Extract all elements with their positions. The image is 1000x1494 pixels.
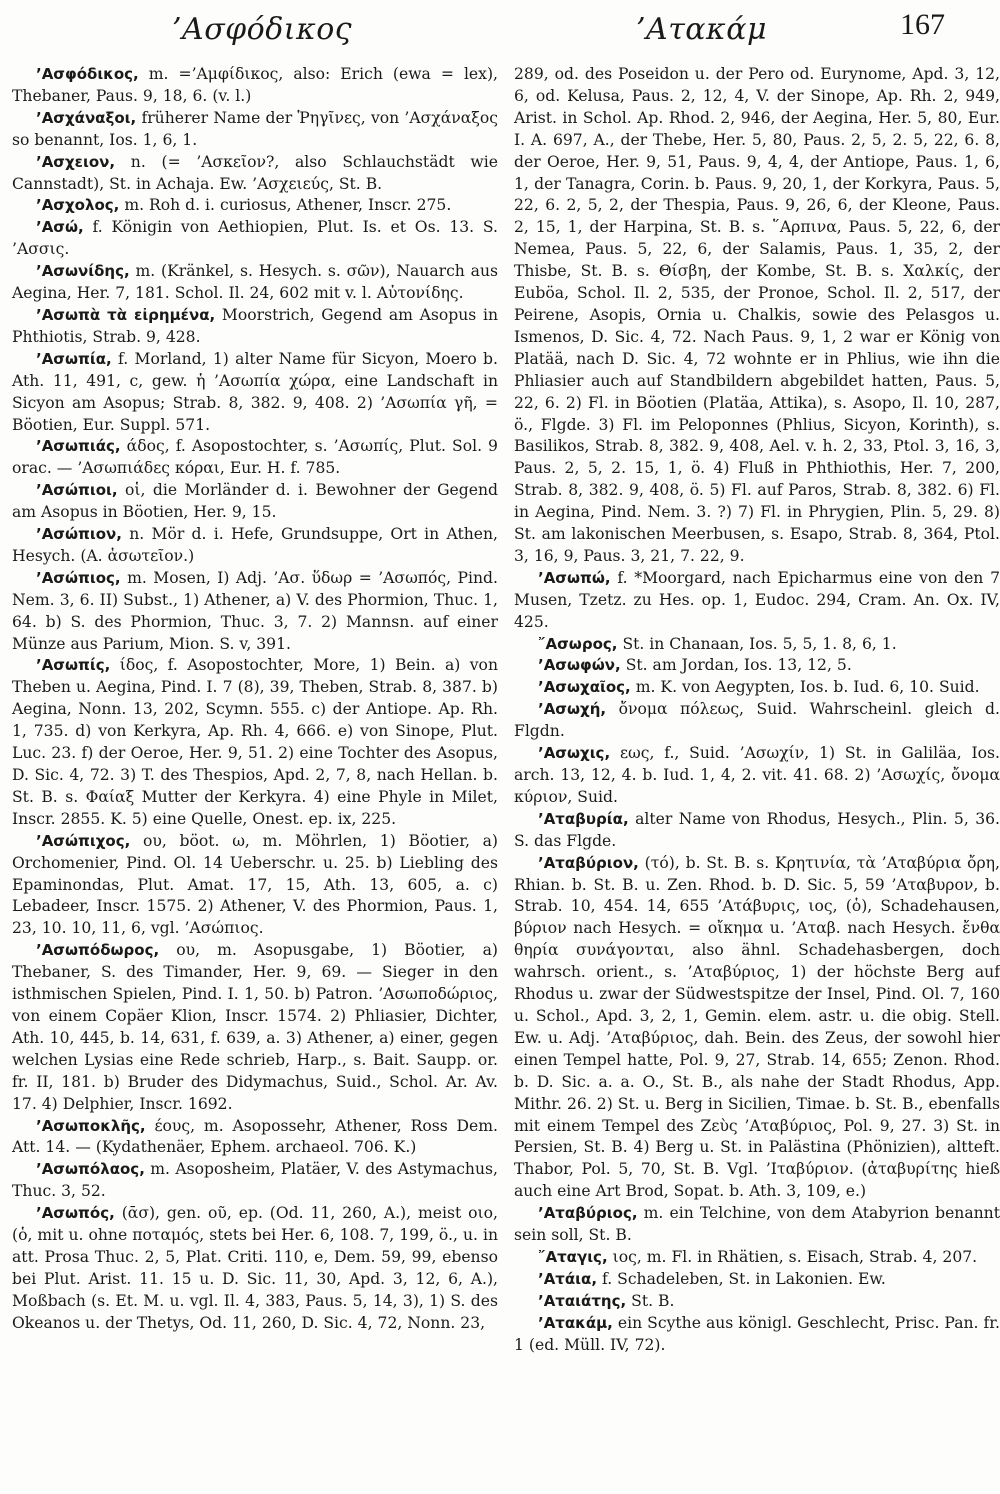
dictionary-entry: [514, 655, 1000, 677]
dictionary-entry: [12, 1116, 498, 1160]
entry-headword: ’Ασωπόδωρος,: [36, 941, 160, 960]
entry-headword: ’Ασωχις,: [538, 744, 611, 763]
dictionary-entry: [514, 1269, 1000, 1291]
dictionary-entry: [12, 480, 498, 524]
entry-headword: ’Ασφόδικος,: [36, 65, 139, 83]
dictionary-entry: [514, 1247, 1000, 1269]
entry-headword: ’Ασχειον,: [36, 152, 116, 171]
dictionary-entry: [514, 568, 1000, 634]
entry-definition: n. (= ’Ασκεῖον?, also Schlauchstädt wie Cannstadt), St. in Achaja. Ew. ’Ασχειεύς, St. B.: [12, 152, 498, 193]
entry-headword: ’Ασώπιχος,: [36, 831, 131, 850]
entry-headword: ’Ασωφών,: [538, 656, 621, 675]
entry-definition: m. (Kränkel, s. Hesych. s. σῶν), Nauarch aus Aegina, Her. 7, 181. Schol. Il. 24, 602 mit v. l. Αὐτονίδης.: [12, 262, 498, 303]
entry-headword: ’Ασώ,: [36, 218, 84, 237]
entry-definition: St. B.: [631, 1291, 675, 1310]
entry-definition: εως, f., Suid. ’Ασωχίν, 1) St. in Galiläa, Ios. arch. 13, 12, 4. b. Iud. 1, 4, 2. vit. 41. 68. 2) ’Ασωχίς, ὄνομα κύριον, Suid.: [514, 744, 1000, 806]
entry-definition: St. in Chanaan, Ios. 5, 5, 1. 8, 6, 1.: [622, 634, 897, 653]
entry-definition: f. *Moorgard, nach Epicharmus eine von den 7 Musen, Tzetz. zu Hes. op. 1, Eudoc. 294, Cram. An. Ox. IV, 425.: [514, 568, 1000, 631]
entry-headword: ’Ασωπία,: [36, 349, 112, 368]
entry-definition: f. Königin von Aethiopien, Plut. Is. et Os. 13. S. ’Ασσις.: [12, 218, 499, 259]
entry-headword: ’Ασωχή,: [538, 700, 607, 719]
entry-headword: ῎Ασωρος,: [538, 634, 618, 653]
entry-definition: οἱ, die Morländer d. i. Bewohner der Gegend am Asopus in Böotien, Her. 9, 15.: [12, 481, 498, 522]
dictionary-entry: [514, 853, 1000, 1204]
entry-definition: άδος, f. Asopostochter, s. ’Ασωπίς, Plut. Sol. 9 orac. — ’Ασωπιάδες κόραι, Eur. H. f. 785.: [12, 437, 498, 478]
entry-headword: ’Αταβύριος,: [538, 1204, 638, 1223]
dictionary-entry: [12, 305, 498, 349]
entry-definition: f. Schadeleben, St. in Lakonien. Ew.: [602, 1269, 886, 1288]
entry-headword: ’Αταβυρία,: [538, 809, 629, 828]
dictionary-entry: [12, 1203, 498, 1334]
entry-headword: ’Αταιάτης,: [538, 1291, 627, 1310]
entry-headword: ’Ασωπιάς,: [36, 437, 121, 456]
entry-headword: ’Αταβύριον,: [538, 853, 639, 872]
dictionary-entry: [12, 1159, 498, 1203]
dictionary-entry: [514, 634, 1000, 656]
entry-headword: ’Ασώπιοι,: [36, 481, 118, 500]
entry-definition: St. am Jordan, Ios. 13, 12, 5.: [625, 656, 852, 675]
entry-definition: m. =’Αμφίδικος, also: Erich (ewa = lex), Thebaner, Paus. 9, 18, 6. (v. l.): [12, 65, 498, 105]
entry-definition: m. K. von Aegypten, Ios. b. Iud. 6, 10. Suid.: [635, 678, 980, 697]
dictionary-entry: [514, 1313, 1000, 1357]
dictionary-entry: [514, 809, 1000, 853]
dictionary-entry: [12, 217, 498, 261]
dictionary-entry: [12, 108, 498, 152]
dictionary-entry: [12, 831, 498, 941]
dictionary-entry: [12, 64, 498, 108]
entry-headword: ῎Αταγις,: [538, 1247, 608, 1266]
entry-definition: n. Mör d. i. Hefe, Grundsuppe, Ort in Athen, Hesych. (A. ἀσωτεῖον.): [12, 525, 498, 565]
dictionary-entry: [514, 1291, 1000, 1313]
dictionary-entry: [12, 436, 498, 480]
dictionary-entry: [12, 195, 498, 217]
entry-headword: ’Ασωποκλῆς,: [36, 1116, 146, 1135]
entry-definition: früherer Name der Ῥηγῖνες, von ’Ασχάναξος so benannt, Ios. 1, 6, 1.: [12, 108, 498, 149]
entry-definition: m. Asoposheim, Platäer, V. des Astymachus, Thuc. 3, 52.: [12, 1160, 498, 1201]
entry-headword: ’Ασωχαῖος,: [538, 678, 631, 697]
entry-definition: (τό), b. St. B. s. Κρητινία, τὰ ’Αταβύρια ὄρη, Rhian. b. St. B. u. Zen. Rhod. b. D. Sic. 5, 59 ’Αταβυρον, b. Strab. 10, 454. 14, 655 ’Ατάβυρις, ιος, (ὁ), Schadehausen, βύριον nach Hesych. = οἴκημα u. ’Αταβ. nach Hesych. ἔνθα θηρία συνάγονται, also ähnl. Schadehasbergen, doch wahrsch. orient., s. ’Αταβύριος, 1) der höchste Berg auf Rhodus u. zwar der Südwestspitze der Insel, Pind. Ol. 7, 160 u. Schol., Apd. 3, 2, 1, Gemin. elem. astr. u. die obig. Stell. Ew. u. Adj. ’Αταβύριος, dah. Bein. des Zeus, der sowohl hier einen Tempel hatte, Pol. 9, 27, Strab. 14, 655; Zenon. Rhod. b. D. Sic. a. a. O., St. B., als nahe der Stadt Rhodus, App. Mithr. 26. 2) St. u. Berg in Sicilien, Timae. b. St. B., ebenfalls mit einem Tempel des Ζεὺς ’Αταβύριος, Pol. 9, 27. 3) St. in Persien, St. B. 4) Berg u. St. in Palästina (Phönizien), altteft. Thabor, Pol. 5, 70, St. B. Vgl. ’Ιταβύριον. (ἀταβυρίτης hieß auch eine Art Brod, Sopat. b. Ath. 3, 109, e.): [514, 853, 1000, 1201]
entry-headword: ’Ασώπιον,: [36, 525, 122, 544]
entry-headword: ’Ασωπὰ τὰ εἰρημένα,: [36, 305, 216, 324]
entry-definition: έους, m. Asopossehr, Athener, Ross Dem. Att. 14. — (Kydathenäer, Ephem. archaeol. 706. K.): [12, 1116, 498, 1157]
page-number: 167: [900, 8, 945, 41]
dictionary-entry: [12, 940, 498, 1115]
entry-definition: ου, m. Asopusgabe, 1) Böotier, a) Thebaner, S. des Timander, Her. 9, 69. — Sieger in den isthmischen Spielen, Pind. I. 1, 50. b) Patron. ’Ασωποδώριος, von einem Copäer Klion, Inscr. 1574. 2) Phliasier, Dichter, Ath. 10, 445, b. 14, 631, f. 639, a. 3) Athener, a) einer, gegen welchen Lysias eine Rede schrieb, Harp., s. Bait. Saupp. or. fr. II, 181. b) Bruder des Didymachus, Suid., Schol. Ar. Av. 17. 4) Delphier, Inscr. 1692.: [12, 941, 498, 1113]
right-guideword: ’Ατακάμ: [636, 12, 767, 47]
right-column: [514, 64, 1000, 1356]
dictionary-entry: [514, 743, 1000, 809]
dictionary-entry: [12, 152, 498, 196]
entry-definition: 289, od. des Poseidon u. der Pero od. Eurynome, Apd. 3, 12, 6, od. Kelusa, Paus. 2, 12, 4, V. der Sinope, Ap. Rh. 2, 949, Arist. in Schol. Ap. Rhod. 2, 946, der Aegina, Her. 5, 80, Eur. I. A. 697, A., der Thebe, Her. 5, 80, Paus. 2, 5, 2. 5, 22, 6. 8, der Oeroe, Her. 9, 51, Paus. 9, 4, 4, der Antiope, Paus. 1, 6, 1, der Tanagra, Corin. b. Paus. 9, 20, 1, der Korkyra, Paus. 5, 22, 6. 2, 5, 2, der Thespia, Paus. 9, 26, 6, der Kleone, Paus. 2, 15, 1, der Harpina, St. B. s. ῞Αρπινα, Paus. 5, 22, 6, der Nemea, Paus. 5, 22, 6, der Salamis, Paus. 1, 35, 2, der Thisbe, St. B. s. Θίσβη, der Kombe, St. B. s. Χαλκίς, der Euböa, Schol. Il. 2, 535, der Pronoe, Schol. Il. 2, 517, der Peirene, Asopis, Ornia u. Chalkis, sowie des Pelasgos u. Ismenos, D. Sic. 4, 72. Nach Paus. 9, 1, 2 war er König von Platää, nach D. Sic. 4, 72 wohnte er in Phlius, wie ihn die Phliasier auch auf Standbildern abgebildet hatten, Paus. 5, 22, 6. 2) Fl. in Böotien (Platäa, Attika), s. Asopo, Il. 10, 287, ö., Flgde. 3) Fl. im Peloponnes (Phlius, Sicyon, Korinth), s. Basilikos, Strab. 8, 382. 9, 408, Ael. v. h. 2, 33, Ptol. 3, 16, 3, Paus. 2, 5, 2. 15, 1, ö. 4) Fluß in Phthiothis, Her. 7, 200, Strab. 8, 382. 9, 408, ö. 5) Fl. auf Paros, Strab. 8, 382. 6) Fl. in Aegina, Pind. Nem. 3. ?) 7) Fl. in Phrygien, Plin. 5, 29. 8) St. am lakonischen Meerbusen, s. Esapo, Strab. 8, 364, Ptol. 3, 16, 9, Paus. 3, 21, 7. 22, 9.: [514, 65, 1000, 565]
entry-definition: f. Morland, 1) alter Name für Sicyon, Moero b. Ath. 11, 491, c, gew. ἡ ’Ασωπία χώρα, eine Landschaft in Sicyon am Asopus; Strab. 8, 382. 9, 408. 2) ’Ασωπία γῆ, = Böotien, Eur. Suppl. 571.: [12, 349, 498, 434]
entry-headword: ’Ατάια,: [538, 1269, 598, 1288]
entry-definition: alter Name von Rhodus, Hesych., Plin. 5, 36. S. das Flgde.: [514, 809, 1000, 850]
entry-definition: ιος, m. Fl. in Rhätien, s. Eisach, Strab. 4, 207.: [612, 1247, 978, 1266]
entry-definition: m. Mosen, I) Adj. ’Ασ. ὕδωρ = ’Ασωπός, Pind. Nem. 3, 6. II) Subst., 1) Athener, a) V. des Phormion, Thuc. 1, 64. b) S. des Phormion, Thuc. 3, 7. 2) Mannsn. auf einer Münze aus Parium, Mion. S. v, 391.: [12, 568, 498, 653]
entry-headword: ’Ατακάμ,: [538, 1313, 613, 1332]
dictionary-entry: [514, 699, 1000, 743]
running-head: [0, 4, 1000, 56]
entry-headword: ’Ασχολος,: [36, 196, 120, 215]
entry-definition: ein Scythe aus königl. Geschlecht, Prisc. Pan. fr. 1 (ed. Müll. IV, 72).: [514, 1313, 1000, 1354]
dictionary-entry: [12, 349, 498, 437]
entry-headword: ’Ασωπόλαος,: [36, 1160, 145, 1179]
left-guideword: ’Ασφόδικος: [172, 12, 353, 47]
dictionary-entry: [514, 64, 1000, 568]
entry-definition: m. ein Telchine, von dem Atabyrion benannt sein soll, St. B.: [514, 1204, 1000, 1245]
entry-headword: ’Ασωπίς,: [36, 656, 111, 675]
entry-headword: ’Ασωπώ,: [538, 568, 611, 587]
dictionary-entry: [12, 568, 498, 656]
entry-definition: ὄνομα πόλεως, Suid. Wahrscheinl. gleich d. Flgdn.: [514, 700, 1000, 741]
dictionary-entry: [514, 1203, 1000, 1247]
entry-definition: m. Roh d. i. curiosus, Athener, Inscr. 275.: [124, 196, 452, 215]
dictionary-entry: [514, 677, 1000, 699]
entry-definition: ου, böot. ω, m. Möhrlen, 1) Böotier, a) Orchomenier, Pind. Ol. 14 Ueberschr. u. 25. b) Liebling des Epaminondas, Plut. Amat. 17, 15, Ath. 13, 605, a. c) Lebadeer, Inscr. 1575. 2) Athener, V. des Phormion, Paus. 1, 23, 10. 10, 11, 6, vgl. ’Ασώπιος.: [12, 831, 498, 938]
left-column: [12, 64, 498, 1335]
entry-headword: ’Ασώπιος,: [36, 568, 121, 587]
entry-definition: ίδος, f. Asopostochter, More, 1) Bein. a) von Theben u. Aegina, Pind. I. 7 (8), 39, Theben, Strab. 8, 387. b) Aegina, Nonn. 13, 202, Scymn. 555. c) der Antiope. Ap. Rh. 1, 735. d) von Kerkyra, Ap. Rh. 4, 666. e) von Sinope, Plut. Luc. 23. f) der Oeroe, Her. 9, 51. 2) eine Tochter des Asopus, D. Sic. 4, 72. 3) T. des Thespios, Apd. 2, 7, 8, nach Hellan. b. St. B. s. Φαίαξ Mutter der Kerkyra. 4) eine Phyle in Milet, Inscr. 2855. K. 5) eine Quelle, Onest. ep. ix, 225.: [12, 656, 498, 828]
dictionary-entry: [12, 261, 498, 305]
entry-definition: (ᾱσ), gen. οῦ, ep. (Od. 11, 260, A.), meist οιο, (ὁ, mit u. ohne ποταμός, stets bei Her. 6, 108. 7, 199, ö., u. in att. Prosa Thuc. 2, 5, Plat. Criti. 110, e, Dem. 59, 99, ebenso bei Plut. Arist. 11. 15 u. D. Sic. 11, 30, Apd. 3, 12, 6, A.), Moßbach (s. Et. M. u. vgl. Il. 4, 383, Paus. 5, 14, 3), 1) S. des Okeanos u. der Thetys, Od. 11, 260, D. Sic. 4, 72, Nonn. 23,: [12, 1204, 498, 1332]
entry-headword: ’Ασχάναξοι,: [36, 108, 137, 127]
dictionary-entry: [12, 655, 498, 830]
entry-headword: ’Ασωνίδης,: [36, 262, 130, 281]
dictionary-entry: [12, 524, 498, 568]
entry-headword: ’Ασωπός,: [36, 1204, 115, 1223]
entry-definition: Moorstrich, Gegend am Asopus in Phthiotis, Strab. 9, 428.: [12, 305, 498, 346]
